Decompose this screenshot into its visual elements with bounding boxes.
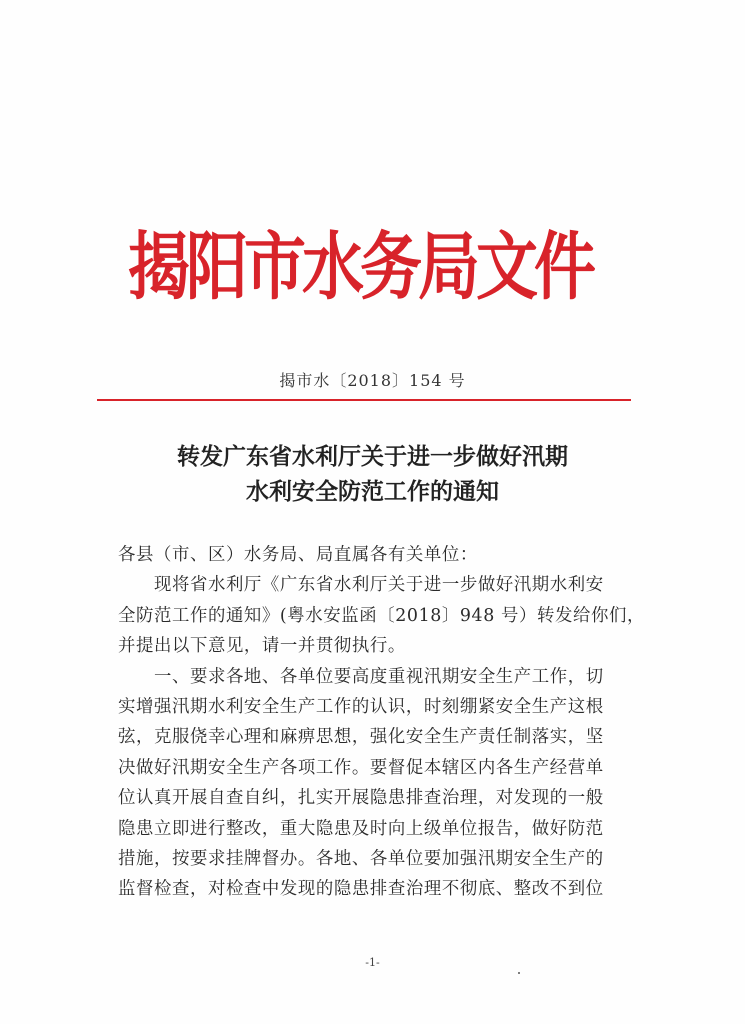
notice-title-line-1: 转发广东省水利厅关于进一步做好汛期 bbox=[177, 444, 568, 470]
body-line: 一、要求各地、各单位要高度重视汛期安全生产工作，切 bbox=[118, 666, 604, 687]
body-line: 隐患立即进行整改，重大隐患及时向上级单位报告，做好防范 bbox=[118, 818, 604, 839]
body-line: 措施，按要求挂牌督办。各地、各单位要加强汛期安全生产的 bbox=[118, 848, 604, 869]
body-line: 决做好汛期安全生产各项工作。要督促本辖区内各生产经营单 bbox=[118, 757, 604, 778]
red-divider bbox=[97, 399, 631, 401]
body-line: 全防范工作的通知》(粤水安监函〔2018〕948 号）转发给你们， bbox=[118, 605, 645, 626]
notice-title-line-2: 水利安全防范工作的通知 bbox=[246, 479, 499, 505]
notice-title bbox=[0, 440, 745, 510]
body-line: 监督检查，对检查中发现的隐患排查治理不彻底、整改不到位 bbox=[118, 879, 604, 900]
body-text bbox=[118, 540, 645, 905]
body-line: 并提出以下意见，请一并贯彻执行。 bbox=[118, 636, 406, 657]
body-line: 位认真开展自查自纠，扎实开展隐患排查治理，对发现的一般 bbox=[118, 788, 604, 809]
page-number: -1- bbox=[365, 956, 380, 969]
body-line: 弦，克服侥幸心理和麻痹思想，强化安全生产责任制落实，坚 bbox=[118, 727, 604, 748]
body-line: 实增强汛期水利安全生产工作的认识，时刻绷紧安全生产这根 bbox=[118, 696, 604, 717]
document-header-title: 揭阳市水务局文件 bbox=[128, 223, 593, 310]
scan-speck bbox=[518, 972, 520, 974]
salutation-line: 各县（市、区）水务局、局直属各有关单位： bbox=[118, 545, 478, 565]
body-line: 现将省水利厅《广东省水利厅关于进一步做好汛期水利安 bbox=[118, 575, 604, 596]
document-number: 揭市水〔2018〕154 号 bbox=[279, 371, 466, 390]
